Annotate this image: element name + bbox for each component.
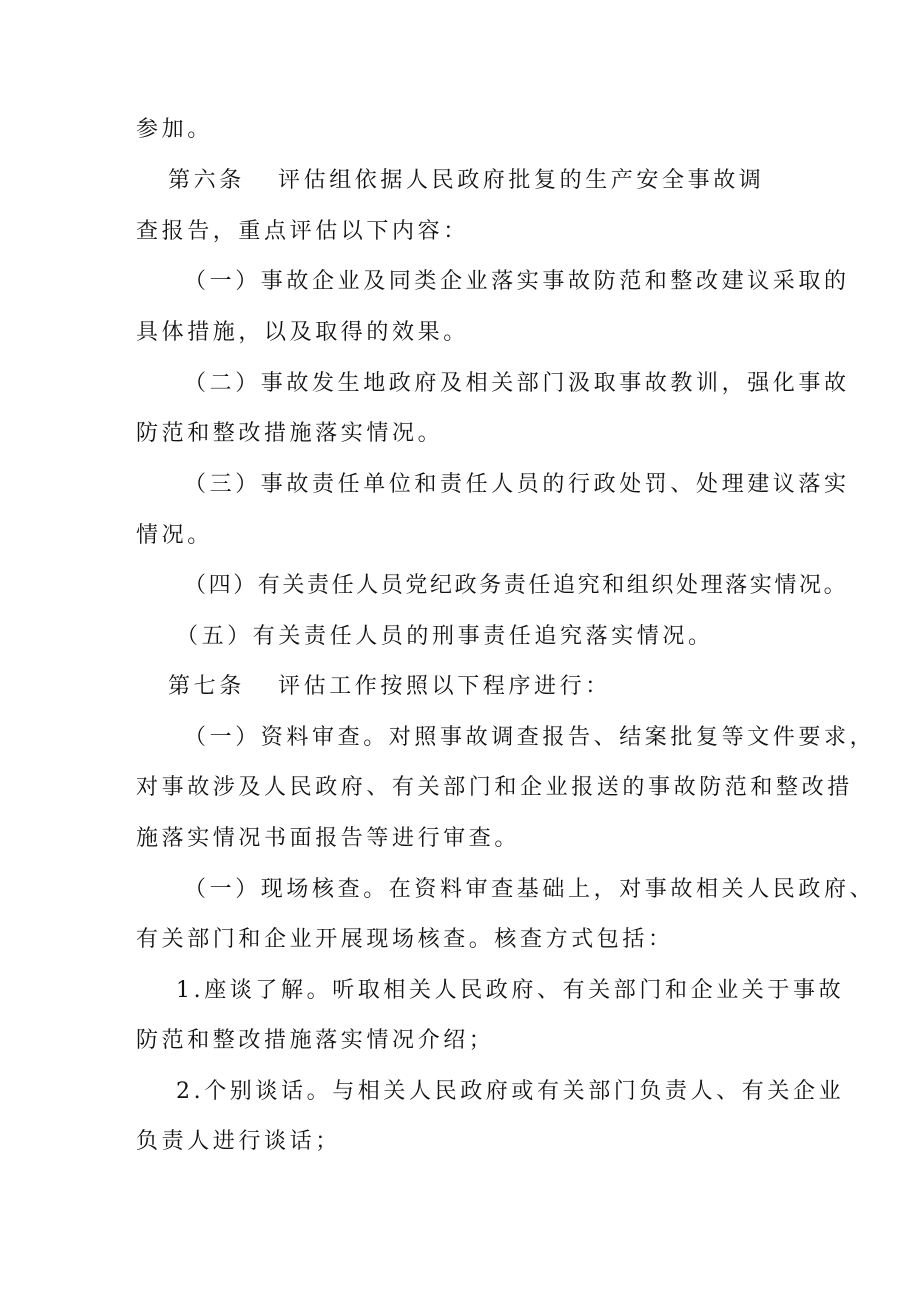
text-line: 查报告，重点评估以下内容：	[136, 219, 469, 244]
text-line: 防范和整改措施落实情况介绍；	[136, 1028, 495, 1053]
list-item: （一）现场核查。在资料审查基础上，对事故相关人民政府、	[184, 877, 876, 902]
list-item: （一）资料审查。对照事故调查报告、结案批复等文件要求，	[184, 725, 876, 750]
list-item: （二）事故发生地政府及相关部门汲取事故教训，强化事故	[184, 371, 850, 396]
article-6-heading	[168, 167, 764, 195]
article-number: 第七条	[168, 674, 245, 699]
text-line: 有关部门和企业开展现场核查。核查方式包括：	[136, 927, 674, 952]
text-line: 具体措施，以及取得的效果。	[136, 320, 469, 345]
article-text: 评估组依据人民政府批复的生产安全事故调	[278, 168, 765, 193]
text-line: 负责人进行谈话；	[136, 1129, 341, 1154]
list-item: （四）有关责任人员党纪政务责任追究和组织处理落实情况。	[184, 573, 849, 598]
list-item: （一）事故企业及同类企业落实事故防范和整改建议采取的	[184, 269, 850, 294]
text-line: 施落实情况书面报告等进行审查。	[136, 826, 521, 851]
article-text: 评估工作按照以下程序进行：	[278, 674, 611, 699]
article-number: 第六条	[168, 168, 245, 193]
text-line: 对事故涉及人民政府、有关部门和企业报送的事故防范和整改措	[136, 775, 853, 800]
article-7-heading	[168, 673, 611, 701]
text-line: 参加。	[136, 117, 213, 142]
list-item: （五）有关责任人员的刑事责任追究落实情况。	[176, 624, 714, 649]
list-item: 2.个别谈话。与相关人民政府或有关部门负责人、有关企业	[176, 1079, 845, 1104]
list-item: 1.座谈了解。听取相关人民政府、有关部门和企业关于事故	[176, 978, 845, 1003]
list-item: （三）事故责任单位和责任人员的行政处罚、处理建议落实	[184, 472, 850, 497]
text-line: 防范和整改措施落实情况。	[136, 421, 444, 446]
text-line: 情况。	[136, 523, 213, 548]
